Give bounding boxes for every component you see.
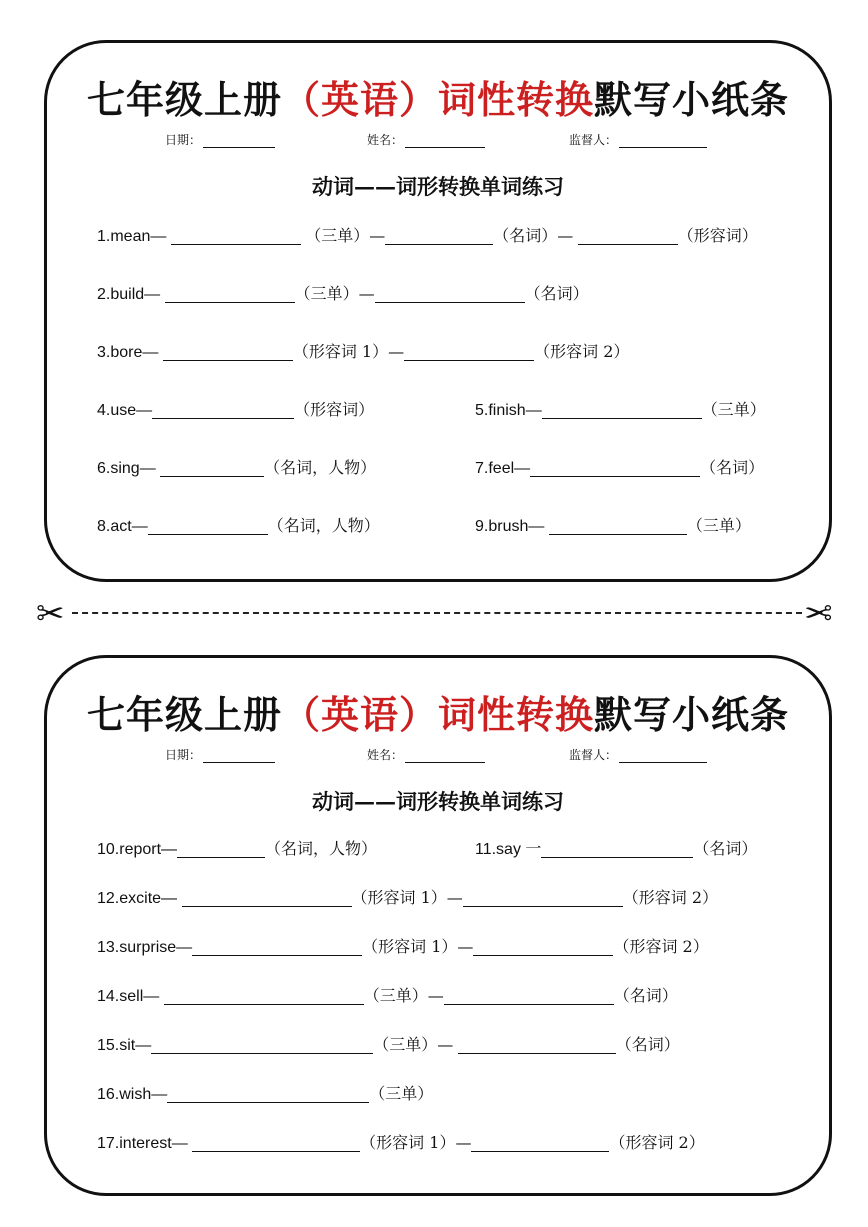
supervisor-field[interactable] — [569, 131, 707, 148]
answer-blank[interactable] — [375, 284, 525, 303]
answer-blank[interactable] — [463, 888, 623, 907]
exercise-item — [97, 397, 374, 420]
answer-blank[interactable] — [192, 1133, 360, 1152]
answer-blank[interactable] — [578, 226, 678, 245]
exercise-item — [97, 223, 758, 246]
exercise-item — [97, 934, 709, 957]
section-subtitle: 动词——词形转换单词练习 — [312, 789, 564, 814]
exercise-word: 5.finish— — [475, 402, 542, 419]
name-field[interactable] — [367, 131, 485, 148]
exercise-item — [97, 1081, 433, 1104]
answer-blank[interactable] — [160, 458, 264, 477]
title-part-3: 默写小纸条 — [594, 692, 790, 737]
blank-hint: （名词）— — [493, 226, 574, 245]
exercise-item — [475, 397, 766, 420]
worksheet-card-top — [44, 40, 832, 582]
exercise-word: 2.build— — [97, 286, 161, 303]
supervisor-field[interactable] — [569, 746, 707, 763]
blank-hint: （形容词 1）— — [360, 1133, 472, 1152]
blank-hint: （名词，人物） — [267, 516, 380, 535]
answer-blank[interactable] — [473, 937, 613, 956]
date-field[interactable] — [165, 746, 275, 763]
exercise-item — [97, 1032, 680, 1055]
blank-hint: （三单）— — [305, 226, 386, 245]
blank-hint: （三单）— — [363, 986, 444, 1005]
exercise-word: 9.brush— — [475, 518, 545, 535]
name-label: 姓名： — [367, 133, 404, 147]
exercise-item — [475, 455, 764, 478]
answer-blank[interactable] — [549, 516, 687, 535]
answer-blank[interactable] — [148, 516, 268, 535]
blank-hint: （三单） — [369, 1084, 434, 1103]
blank-hint: （名词） — [613, 986, 678, 1005]
answer-blank[interactable] — [167, 1084, 369, 1103]
section-subtitle: 动词——词形转换单词练习 — [312, 174, 564, 199]
blank-hint: （形容词 2） — [609, 1133, 705, 1152]
title-part-2: （英语）词性转换 — [281, 692, 594, 737]
date-field[interactable] — [165, 131, 275, 148]
blank-hint: （名词） — [524, 284, 589, 303]
blank-hint: （三单）— — [294, 284, 375, 303]
blank-hint: （形容词） — [677, 226, 758, 245]
title-part-1: 七年级上册 — [86, 692, 282, 737]
blank-hint: （名词，人物） — [265, 839, 378, 858]
exercise-word: 17.interest— — [97, 1135, 188, 1152]
blank-hint: （名词） — [615, 1035, 680, 1054]
scissors-icon: ✂ — [36, 594, 65, 634]
supervisor-label: 监督人： — [569, 748, 618, 762]
answer-blank[interactable] — [542, 400, 702, 419]
answer-blank[interactable] — [171, 226, 301, 245]
answer-blank[interactable] — [165, 284, 295, 303]
exercise-item — [97, 513, 380, 536]
answer-blank[interactable] — [164, 986, 364, 1005]
blank-hint: （形容词 1）— — [292, 342, 405, 361]
exercise-word: 1.mean— — [97, 228, 167, 245]
blank-hint: （形容词 2） — [613, 937, 709, 956]
exercise-word: 13.surprise— — [97, 939, 193, 956]
exercise-item — [97, 339, 629, 362]
cut-line-divider — [72, 612, 802, 614]
name-field[interactable] — [367, 746, 485, 763]
answer-blank[interactable] — [182, 888, 352, 907]
date-blank[interactable] — [203, 750, 275, 763]
blank-hint: （三单） — [701, 400, 766, 419]
answer-blank[interactable] — [163, 342, 293, 361]
exercise-word: 7.feel— — [475, 460, 531, 477]
blank-hint: （形容词） — [294, 400, 375, 419]
blank-hint: （名词，人物） — [264, 458, 377, 477]
blank-hint: （形容词 2） — [622, 888, 719, 907]
name-label: 姓名： — [367, 748, 404, 762]
exercise-item — [97, 885, 718, 908]
blank-hint: （形容词 1）— — [362, 937, 474, 956]
blank-hint: （名词） — [693, 839, 758, 858]
card-title — [47, 684, 829, 739]
exercise-word: 6.sing— — [97, 460, 156, 477]
exercise-item — [475, 836, 757, 859]
exercise-word: 10.report— — [97, 841, 178, 858]
answer-blank[interactable] — [404, 342, 534, 361]
exercise-word: 15.sit— — [97, 1037, 152, 1054]
answer-blank[interactable] — [530, 458, 700, 477]
blank-hint: （三单） — [686, 516, 751, 535]
exercise-item — [97, 281, 589, 304]
card-title — [47, 69, 829, 124]
exercise-word: 14.sell— — [97, 988, 160, 1005]
supervisor-label: 监督人： — [569, 133, 618, 147]
exercise-item — [97, 455, 376, 478]
exercise-word: 12.excite— — [97, 890, 178, 907]
supervisor-blank[interactable] — [619, 750, 707, 763]
exercise-item — [97, 1130, 705, 1153]
title-part-1: 七年级上册 — [86, 77, 282, 122]
blank-hint: （形容词 2） — [534, 342, 630, 361]
date-label: 日期： — [165, 748, 202, 762]
exercise-word: 8.act— — [97, 518, 148, 535]
supervisor-blank[interactable] — [619, 135, 707, 148]
date-blank[interactable] — [203, 135, 275, 148]
name-blank[interactable] — [405, 750, 485, 763]
answer-blank[interactable] — [152, 400, 294, 419]
answer-blank[interactable] — [177, 839, 265, 858]
worksheet-card-bottom — [44, 655, 832, 1196]
name-blank[interactable] — [405, 135, 485, 148]
answer-blank[interactable] — [385, 226, 493, 245]
exercise-word: 4.use— — [97, 402, 153, 419]
title-part-2: （英语）词性转换 — [281, 77, 594, 122]
exercise-word: 11.say 一 — [475, 841, 542, 858]
blank-hint: （名词） — [700, 458, 765, 477]
scissors-icon: ✂ — [804, 594, 833, 634]
answer-blank[interactable] — [471, 1133, 609, 1152]
exercise-word: 3.bore— — [97, 344, 159, 361]
date-label: 日期： — [165, 133, 202, 147]
exercise-item — [97, 983, 678, 1006]
answer-blank[interactable] — [151, 1035, 373, 1054]
answer-blank[interactable] — [541, 839, 693, 858]
exercise-word: 16.wish— — [97, 1086, 168, 1103]
blank-hint: （三单）— — [373, 1035, 454, 1054]
answer-blank[interactable] — [444, 986, 614, 1005]
blank-hint: （形容词 1）— — [351, 888, 463, 907]
exercise-item — [475, 513, 751, 536]
answer-blank[interactable] — [458, 1035, 616, 1054]
answer-blank[interactable] — [192, 937, 362, 956]
exercise-item — [97, 836, 377, 859]
title-part-3: 默写小纸条 — [594, 77, 790, 122]
